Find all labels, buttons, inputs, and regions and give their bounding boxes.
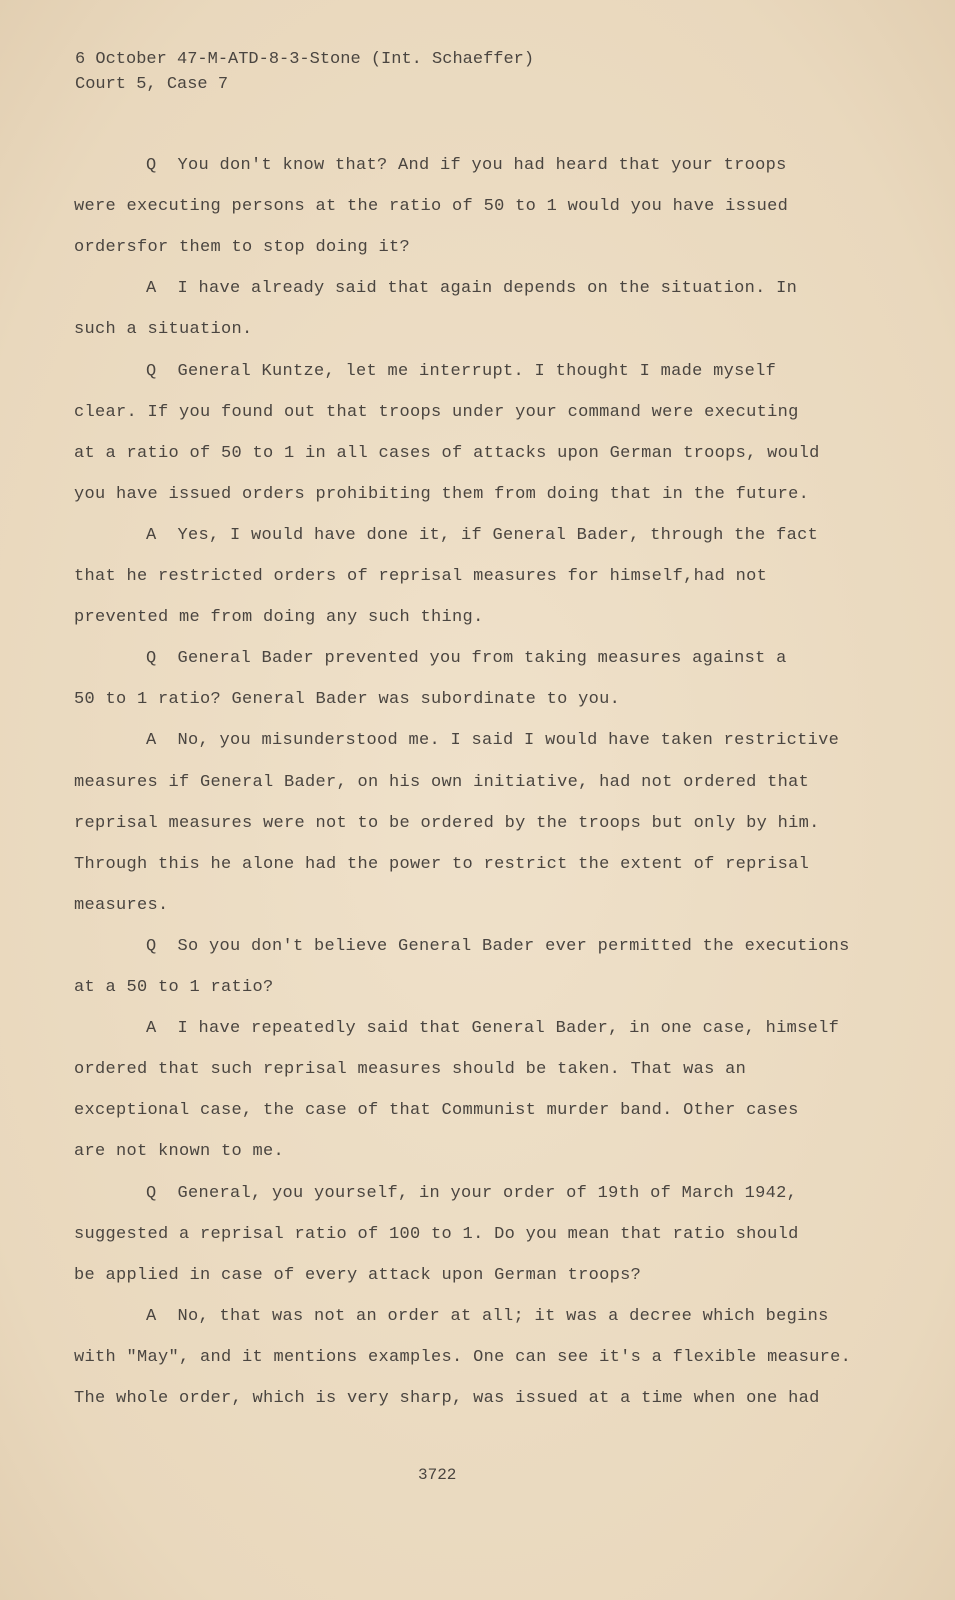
transcript-line: Q So you don't believe General Bader ever permitted the executions	[146, 936, 850, 956]
transcript-line: clear. If you found out that troops under your command were executing	[74, 402, 799, 422]
transcript-line: suggested a reprisal ratio of 100 to 1. Do you mean that ratio should	[74, 1224, 799, 1244]
page-number: 3722	[418, 1466, 457, 1484]
header-line-1: 6 October 47-M-ATD-8-3-Stone (Int. Schaeffer)	[75, 50, 535, 69]
transcript-line: reprisal measures were not to be ordered by the troops but only by him.	[74, 813, 820, 833]
transcript-line: A Yes, I would have done it, if General Bader, through the fact	[146, 525, 819, 545]
transcript-line: such a situation.	[74, 320, 253, 340]
transcript-line: ordersfor them to stop doing it?	[74, 238, 411, 258]
transcript-line: measures.	[74, 895, 169, 915]
transcript-line: prevented me from doing any such thing.	[74, 608, 484, 628]
transcript-line: at a 50 to 1 ratio?	[74, 978, 274, 997]
transcript-line: measures if General Bader, on his own initiative, had not ordered that	[74, 772, 810, 792]
transcript-line: were executing persons at the ratio of 50 to 1 would you have issued	[74, 197, 789, 217]
transcript-line: that he restricted orders of reprisal measures for himself,had not	[74, 567, 768, 586]
transcript-line: ordered that such reprisal measures should be taken. That was an	[74, 1060, 747, 1080]
transcript-line: 50 to 1 ratio? General Bader was subordinate to you.	[74, 690, 621, 710]
transcript-line: at a ratio of 50 to 1 in all cases of attacks upon German troops, would	[74, 443, 820, 463]
transcript-line: A I have already said that again depends on the situation. In	[146, 279, 798, 299]
header-line-2: Court 5, Case 7	[75, 75, 229, 94]
transcript-line: are not known to me.	[74, 1142, 285, 1162]
transcript-line: be applied in case of every attack upon German troops?	[74, 1265, 642, 1285]
transcript-line: exceptional case, the case of that Communist murder band. Other cases	[74, 1101, 799, 1121]
transcript-line: Q General, you yourself, in your order of 19th of March 1942,	[146, 1183, 798, 1203]
transcript-line: Q General Bader prevented you from taking measures against a	[146, 649, 787, 669]
transcript-line: A No, that was not an order at all; it was a decree which begins	[146, 1306, 829, 1326]
transcript-line: Through this he alone had the power to restrict the extent of reprisal	[74, 854, 810, 874]
transcript-line: A I have repeatedly said that General Bader, in one case, himself	[146, 1019, 840, 1039]
transcript-line: A No, you misunderstood me. I said I would have taken restrictive	[146, 731, 840, 751]
transcript-line: Q You don't know that? And if you had heard that your troops	[146, 156, 787, 175]
transcript-line: with "May", and it mentions examples. One can see it's a flexible measure.	[74, 1347, 852, 1367]
transcript-line: you have issued orders prohibiting them from doing that in the future.	[74, 484, 810, 504]
transcript-line: The whole order, which is very sharp, was issued at a time when one had	[74, 1389, 820, 1408]
transcript-line: Q General Kuntze, let me interrupt. I thought I made myself	[146, 361, 777, 381]
